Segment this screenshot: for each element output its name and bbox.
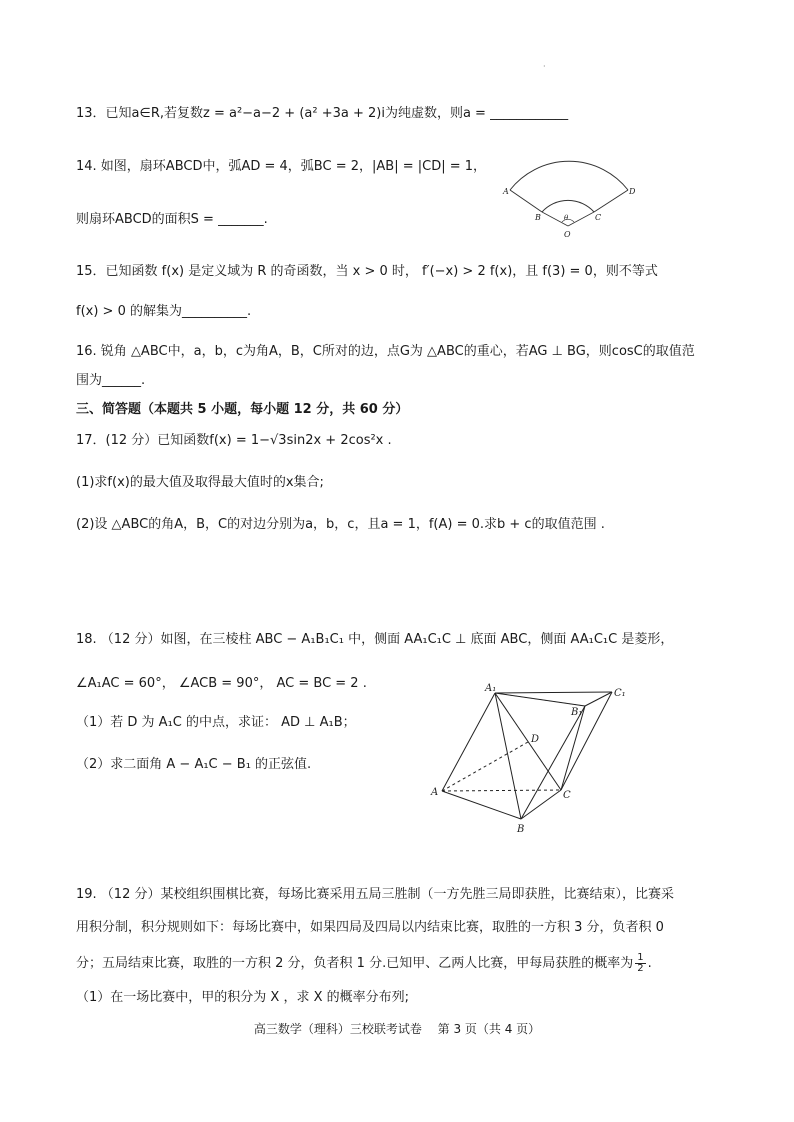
label-b: B — [535, 213, 541, 222]
edge-a1-c1 — [495, 692, 612, 693]
fraction-denominator: 2 — [637, 963, 644, 974]
q15-line1: 15．已知函数 f(x) 是定义域为 R 的奇函数，当 x > 0 时， f′(−x) > 2 f(x)，且 f(3) = 0，则不等式 — [76, 264, 658, 279]
segment-b1-c — [561, 706, 585, 790]
q19-line1: 19. （12 分）某校组织围棋比赛，每场比赛采用五局三胜制（一方先胜三局即获胜，比赛结束），比赛采 — [76, 887, 674, 902]
outer-arc-ad — [510, 161, 628, 190]
sector-ring-figure — [500, 148, 650, 240]
q13-blank: ____________ — [490, 106, 569, 121]
edge-a-b — [442, 791, 521, 819]
q18-stem: 18. （12 分）如图，在三棱柱 ABC − A₁B₁C₁ 中，侧面 AA₁C₁C ⊥ 底面 ABC，侧面 AA₁C₁C 是菱形， — [76, 632, 674, 647]
prism-figure — [425, 680, 640, 838]
q19-line3-text: 分；五局结束比赛，取胜的一方积 2 分，负者积 1 分.已知甲、乙两人比赛，甲每局获胜的概率为 — [76, 956, 634, 971]
q13-text: 13．已知a∈R,若复数z = a²−a−2 + (a² +3a + 2)i为纯虚数，则a = — [76, 106, 491, 121]
q14-line2: 则扇环ABCD的面积S = _______. — [76, 212, 268, 227]
label-c: C — [595, 213, 602, 222]
edge-ab — [510, 190, 542, 212]
q15-line2: f(x) > 0 的解集为__________. — [76, 304, 252, 319]
q19-line3-end: . — [647, 956, 652, 971]
q18-part1: （1）若 D 为 A₁C 的中点，求证： AD ⊥ A₁B； — [76, 715, 356, 730]
section-3-heading: 三、简答题（本题共 5 小题，每小题 12 分，共 60 分） — [76, 402, 409, 417]
page-footer: 高三数学（理科）三校联考试卷 第 3 页（共 4 页） — [253, 1022, 541, 1036]
q17-part2: (2)设 △ABC的角A，B，C的对边分别为a，b，c，且a = 1，f(A) = 0.求b + c的取值范围 . — [76, 517, 605, 532]
q16-line2: 围为______. — [76, 373, 146, 388]
q19-line3 — [76, 953, 652, 974]
question-13 — [76, 104, 568, 124]
label-o: O — [564, 230, 571, 239]
label-a: A — [503, 187, 509, 196]
q19-line2: 用积分制，积分规则如下：每场比赛中，如果四局及四局以内结束比赛，取胜的一方积 3 分，负者积 0 — [76, 920, 664, 935]
page-dot: · — [543, 62, 546, 71]
label-theta: θ — [564, 214, 569, 222]
q18-part2: （2）求二面角 A − A₁C − B₁ 的正弦值. — [76, 757, 312, 772]
q18-conditions: ∠A₁AC = 60°， ∠ACB = 90°， AC = BC = 2 . — [76, 676, 367, 691]
q17-part1: (1)求f(x)的最大值及取得最大值时的x集合; — [76, 475, 324, 490]
label-c: C — [563, 790, 571, 801]
edge-a-c — [442, 790, 561, 791]
q17-stem: 17．(12 分）已知函数f(x) = 1−√3sin2x + 2cos²x . — [76, 433, 392, 448]
label-b: B — [517, 824, 525, 835]
q14-line1: 14. 如图，扇环ABCD中，弧AD = 4，弧BC = 2，|AB| = |CD| = 1， — [76, 159, 487, 174]
fraction-one-half — [635, 953, 645, 974]
inner-arc-bc — [542, 200, 594, 212]
label-a: A — [431, 787, 439, 798]
fraction-numerator: 1 — [637, 952, 644, 963]
label-d: D — [531, 734, 540, 745]
edge-b-c — [521, 790, 561, 819]
label-d: D — [629, 187, 636, 196]
label-c1: C₁ — [614, 688, 626, 699]
q16-line1: 16. 锐角 △ABC中，a，b，c为角A，B，C所对的边，点G为 △ABC的重心，若AG ⊥ BG，则cosC的取值范 — [76, 344, 695, 359]
edge-c-c1 — [561, 692, 612, 790]
edge-dc — [594, 190, 628, 212]
segment-co — [568, 212, 594, 226]
label-b1: B₁ — [571, 707, 583, 718]
label-a1: A₁ — [485, 683, 497, 694]
q19-part1: （1）在一场比赛中，甲的积分为 X ，求 X 的概率分布列; — [76, 990, 409, 1005]
